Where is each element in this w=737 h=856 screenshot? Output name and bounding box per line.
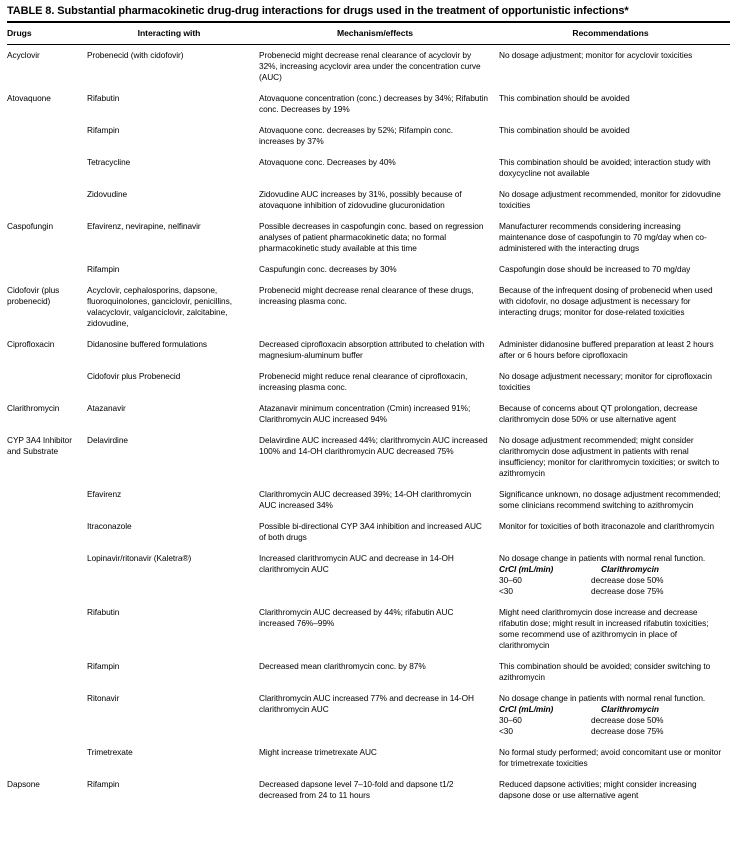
mechanism-cell: Atovaquone concentration (conc.) decreases by 34%; Rifabutin conc. Decreases by 19% bbox=[259, 93, 488, 114]
recommendation-cell bbox=[499, 88, 730, 120]
mechanism-cell: Caspufungin conc. decreases by 30% bbox=[259, 264, 397, 274]
drug-cell: Cidofovir (plus probenecid) bbox=[7, 285, 60, 306]
table-body bbox=[7, 45, 730, 807]
recommendation-cell bbox=[499, 656, 730, 688]
interacting-cell: Didanosine buffered formulations bbox=[87, 339, 208, 349]
recommendation-cell bbox=[499, 688, 730, 742]
interacting-cell: Rifabutin bbox=[87, 607, 120, 617]
subtable-header: Clarithromycin bbox=[601, 564, 659, 574]
interacting-cell: Atazanavir bbox=[87, 403, 126, 413]
table-row bbox=[7, 742, 730, 774]
mechanism-cell: Delavirdine AUC increased 44%; clarithromycin AUC increased 100% and 14-OH clarithromycin AUC decreased 75% bbox=[259, 435, 488, 456]
recommendation-text: Manufacturer recommends considering increasing maintenance dose of caspofungin to 70 mg/day when co-administered with the interacting drugs bbox=[499, 221, 707, 253]
recommendation-text: Might need clarithromycin dose increase and decrease rifabutin dose; might result in increased rifabutin toxicities; some recommend use of azithromycin in place of clarithromycin bbox=[499, 607, 709, 650]
mechanism-cell: Possible bi-directional CYP 3A4 inhibition and increased AUC of both drugs bbox=[259, 521, 482, 542]
recommendation-cell bbox=[499, 602, 730, 656]
mechanism-cell: Atazanavir minimum concentration (Cmin) increased 91%; Clarithromycin AUC increased 94% bbox=[259, 403, 471, 424]
subtable-header: CrCl (mL/min) bbox=[499, 564, 554, 574]
interacting-cell: Efavirenz, nevirapine, nelfinavir bbox=[87, 221, 201, 231]
interacting-cell: Efavirenz bbox=[87, 489, 122, 499]
interacting-cell: Rifampin bbox=[87, 779, 120, 789]
interacting-cell: Rifampin bbox=[87, 264, 120, 274]
drug-cell bbox=[7, 516, 87, 548]
interacting-cell: Cidofovir plus Probenecid bbox=[87, 371, 181, 381]
drug-cell: Dapsone bbox=[7, 779, 40, 789]
interacting-cell: Itraconazole bbox=[87, 521, 132, 531]
mechanism-cell: Decreased ciprofloxacin absorption attributed to chelation with magnesium-aluminum buffer bbox=[259, 339, 485, 360]
recommendation-cell bbox=[499, 259, 730, 280]
subtable-header: CrCl (mL/min) bbox=[499, 704, 554, 714]
drug-cell bbox=[7, 656, 87, 688]
table-row bbox=[7, 45, 730, 89]
drug-cell bbox=[7, 742, 87, 774]
table-row bbox=[7, 656, 730, 688]
drug-cell bbox=[7, 184, 87, 216]
mechanism-cell: Clarithromycin AUC decreased by 44%; rifabutin AUC increased 76%–99% bbox=[259, 607, 454, 628]
recommendation-text: Significance unknown, no dosage adjustment recommended; some clinicians recommend switching to azithromycin bbox=[499, 489, 721, 510]
recommendation-text: This combination should be avoided bbox=[499, 93, 630, 103]
table-row bbox=[7, 120, 730, 152]
subtable-cell: <30 bbox=[499, 726, 513, 736]
recommendation-text: No dosage change in patients with normal renal function. bbox=[499, 693, 706, 703]
drug-cell bbox=[7, 152, 87, 184]
recommendation-text: This combination should be avoided; consider switching to azithromycin bbox=[499, 661, 711, 682]
subtable-cell: <30 bbox=[499, 586, 513, 596]
recommendation-text: Because of concerns about QT prolongation, decrease clarithromycin dose 50% or use alternative agent bbox=[499, 403, 698, 424]
interacting-cell: Acyclovir, cephalosporins, dapsone, fluoroquinolones, ganciclovir, penicillins, valacyclovir, valganciclovir, zalcitabine, zidovudine, bbox=[87, 285, 232, 328]
drug-interactions-table bbox=[7, 23, 730, 806]
recommendation-cell bbox=[499, 484, 730, 516]
table-row bbox=[7, 548, 730, 602]
renal-dose-subtable bbox=[499, 564, 728, 597]
table-row bbox=[7, 280, 730, 334]
mechanism-cell: Might increase trimetrexate AUC bbox=[259, 747, 377, 757]
drug-cell: Acyclovir bbox=[7, 50, 40, 60]
subtable-cell: 30–60 bbox=[499, 575, 522, 585]
recommendation-cell bbox=[499, 184, 730, 216]
drug-cell: Atovaquone bbox=[7, 93, 51, 103]
drug-cell bbox=[7, 484, 87, 516]
header-row bbox=[7, 23, 730, 45]
interacting-cell: Zidovudine bbox=[87, 189, 128, 199]
table-row bbox=[7, 88, 730, 120]
recommendation-cell bbox=[499, 152, 730, 184]
table-row bbox=[7, 430, 730, 484]
recommendation-text: No dosage adjustment recommended, monitor for zidovudine toxicities bbox=[499, 189, 721, 210]
interacting-cell: Ritonavir bbox=[87, 693, 120, 703]
mechanism-cell: Decreased dapsone level 7–10-fold and dapsone t1/2 decreased from 24 to 11 hours bbox=[259, 779, 454, 800]
mechanism-cell: Possible decreases in caspofungin conc. based on regression analyses of patient pharmacokinetic data; no formal pharmacokinetic study available at this time bbox=[259, 221, 484, 253]
table-row bbox=[7, 334, 730, 366]
mechanism-cell: Atovaquone conc. Decreases by 40% bbox=[259, 157, 396, 167]
table-row bbox=[7, 516, 730, 548]
drug-cell bbox=[7, 259, 87, 280]
mechanism-cell: Clarithromycin AUC increased 77% and decrease in 14-OH clarithromycin AUC bbox=[259, 693, 474, 714]
mechanism-cell: Decreased mean clarithromycin conc. by 87% bbox=[259, 661, 426, 671]
mechanism-cell: Zidovudine AUC increases by 31%, possibly because of atovaquone inhibition of zidovudine glucuronidation bbox=[259, 189, 462, 210]
table-row bbox=[7, 688, 730, 742]
recommendation-cell bbox=[499, 548, 730, 602]
subtable-header: Clarithromycin bbox=[601, 704, 659, 714]
recommendation-cell bbox=[499, 120, 730, 152]
interacting-cell: Lopinavir/ritonavir (Kaletra®) bbox=[87, 553, 192, 563]
recommendation-text: No formal study performed; avoid concomitant use or monitor for trimetrexate toxicities bbox=[499, 747, 722, 768]
recommendation-cell bbox=[499, 366, 730, 398]
recommendation-text: Caspofungin dose should be increased to 70 mg/day bbox=[499, 264, 691, 274]
drug-cell bbox=[7, 602, 87, 656]
subtable-cell: decrease dose 50% bbox=[591, 575, 664, 585]
recommendation-cell bbox=[499, 334, 730, 366]
recommendation-cell bbox=[499, 516, 730, 548]
table-row bbox=[7, 259, 730, 280]
recommendation-text: No dosage adjustment; monitor for acyclovir toxicities bbox=[499, 50, 693, 60]
mechanism-cell: Atovaquone conc. decreases by 52%; Rifampin conc. increases by 37% bbox=[259, 125, 454, 146]
recommendation-cell bbox=[499, 774, 730, 806]
recommendation-text: No dosage adjustment recommended; might consider clarithromycin dose adjustment in patients with renal insufficiency; monitor for clarithromycin toxicities; or switch to azithromycin bbox=[499, 435, 720, 478]
recommendation-cell bbox=[499, 398, 730, 430]
recommendation-cell bbox=[499, 45, 730, 89]
table-row bbox=[7, 774, 730, 806]
drug-cell: Clarithromycin bbox=[7, 403, 60, 413]
recommendation-text: Because of the infrequent dosing of probenecid when used with cidofovir, no dosage adjustment is necessary for interacting drugs; monitor for dose-related toxicities bbox=[499, 285, 713, 317]
interacting-cell: Trimetrexate bbox=[87, 747, 133, 757]
column-header-interacting-with: Interacting with bbox=[87, 23, 259, 45]
table-row bbox=[7, 152, 730, 184]
recommendation-cell bbox=[499, 430, 730, 484]
recommendation-cell bbox=[499, 216, 730, 259]
interacting-cell: Tetracycline bbox=[87, 157, 131, 167]
column-header-mechanism-effects: Mechanism/effects bbox=[259, 23, 499, 45]
table-row bbox=[7, 398, 730, 430]
recommendation-text: No dosage adjustment necessary; monitor for ciprofloxacin toxicities bbox=[499, 371, 712, 392]
recommendation-text: Administer didanosine buffered preparation at least 2 hours after or 6 hours before ciprofloxacin bbox=[499, 339, 714, 360]
recommendation-text: No dosage change in patients with normal renal function. bbox=[499, 553, 706, 563]
subtable-cell: decrease dose 75% bbox=[591, 586, 664, 596]
column-header-drugs: Drugs bbox=[7, 23, 87, 45]
interacting-cell: Probenecid (with cidofovir) bbox=[87, 50, 184, 60]
table-row bbox=[7, 216, 730, 259]
table-row bbox=[7, 602, 730, 656]
drug-cell: Ciprofloxacin bbox=[7, 339, 55, 349]
drug-cell bbox=[7, 366, 87, 398]
mechanism-cell: Increased clarithromycin AUC and decrease in 14-OH clarithromycin AUC bbox=[259, 553, 454, 574]
subtable-cell: decrease dose 75% bbox=[591, 726, 664, 736]
drug-cell bbox=[7, 548, 87, 602]
interacting-cell: Rifampin bbox=[87, 125, 120, 135]
interacting-cell: Delavirdine bbox=[87, 435, 128, 445]
table-title: TABLE 8. Substantial pharmacokinetic drug-drug interactions for drugs used in the treatment of opportunistic infections* bbox=[7, 5, 730, 23]
drug-cell: CYP 3A4 Inhibitor and Substrate bbox=[7, 435, 72, 456]
recommendation-cell bbox=[499, 742, 730, 774]
drug-cell bbox=[7, 120, 87, 152]
drug-cell: Caspofungin bbox=[7, 221, 54, 231]
recommendation-text: Reduced dapsone activities; might consider increasing dapsone dose or use alternative agent bbox=[499, 779, 697, 800]
table-row bbox=[7, 484, 730, 516]
recommendation-text: This combination should be avoided bbox=[499, 125, 630, 135]
table-row bbox=[7, 366, 730, 398]
mechanism-cell: Probenecid might reduce renal clearance of ciprofloxacin, increasing plasma conc. bbox=[259, 371, 468, 392]
table-header bbox=[7, 23, 730, 45]
mechanism-cell: Clarithromycin AUC decreased 39%; 14-OH clarithromycin AUC increased 34% bbox=[259, 489, 472, 510]
table-row bbox=[7, 184, 730, 216]
interacting-cell: Rifabutin bbox=[87, 93, 120, 103]
column-header-recommendations: Recommendations bbox=[499, 23, 730, 45]
subtable-cell: decrease dose 50% bbox=[591, 715, 664, 725]
mechanism-cell: Probenecid might decrease renal clearance of acyclovir by 32%, increasing acyclovir area under the concentration curve (AUC) bbox=[259, 50, 481, 82]
interacting-cell: Rifampin bbox=[87, 661, 120, 671]
subtable-cell: 30–60 bbox=[499, 715, 522, 725]
renal-dose-subtable bbox=[499, 704, 728, 737]
recommendation-text: This combination should be avoided; interaction study with doxycycline not available bbox=[499, 157, 711, 178]
recommendation-text: Monitor for toxicities of both itraconazole and clarithromycin bbox=[499, 521, 715, 531]
mechanism-cell: Probenecid might decrease renal clearance of these drugs, increasing plasma conc. bbox=[259, 285, 474, 306]
recommendation-cell bbox=[499, 280, 730, 334]
drug-cell bbox=[7, 688, 87, 742]
